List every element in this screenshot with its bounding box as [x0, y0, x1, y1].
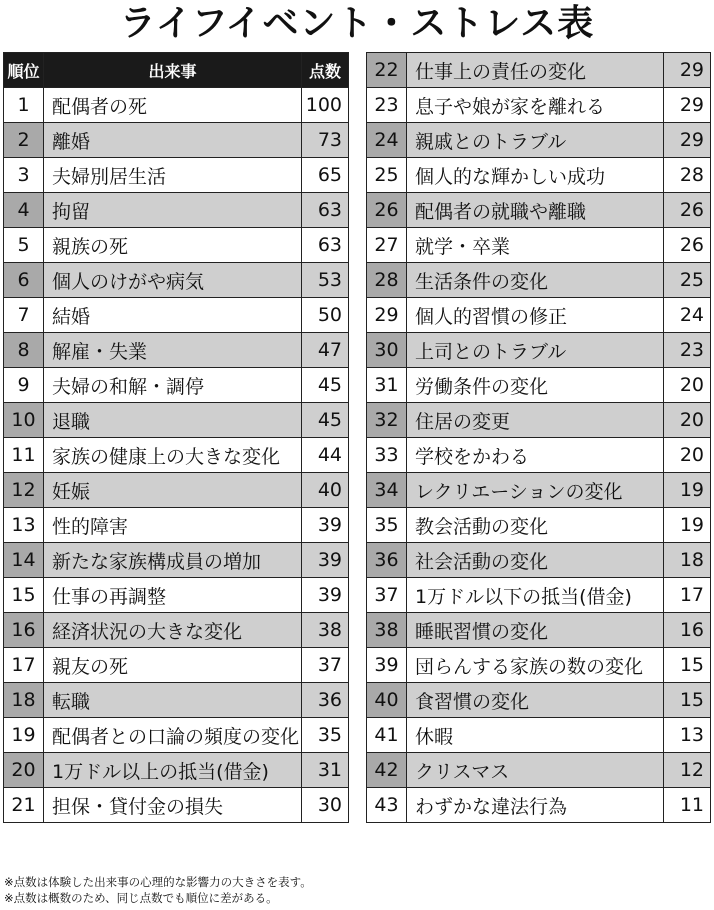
rank-cell: 37 — [367, 578, 407, 613]
table-row — [367, 403, 711, 438]
rank-cell: 41 — [367, 718, 407, 753]
table-row — [4, 263, 349, 298]
event-cell: 仕事上の責任の変化 — [407, 53, 664, 88]
table-row — [367, 543, 711, 578]
rank-cell: 18 — [4, 683, 44, 718]
score-cell: 65 — [302, 158, 349, 193]
rank-cell: 42 — [367, 753, 407, 788]
table-row — [367, 683, 711, 718]
event-cell: 社会活動の変化 — [407, 543, 664, 578]
event-cell: 団らんする家族の数の変化 — [407, 648, 664, 683]
score-cell: 24 — [664, 298, 711, 333]
score-cell: 63 — [302, 193, 349, 228]
rank-cell: 25 — [367, 158, 407, 193]
score-cell: 18 — [664, 543, 711, 578]
event-cell: 親友の死 — [44, 648, 302, 683]
score-cell: 47 — [302, 333, 349, 368]
table-row — [4, 613, 349, 648]
stress-table-right — [366, 52, 711, 823]
rank-cell: 23 — [367, 88, 407, 123]
table-row — [367, 753, 711, 788]
event-cell: 解雇・失業 — [44, 333, 302, 368]
score-cell: 19 — [664, 473, 711, 508]
score-cell: 45 — [302, 368, 349, 403]
rank-cell: 30 — [367, 333, 407, 368]
table-row — [367, 508, 711, 543]
rank-cell: 28 — [367, 263, 407, 298]
score-cell: 15 — [664, 648, 711, 683]
event-cell: 労働条件の変化 — [407, 368, 664, 403]
score-cell: 29 — [664, 53, 711, 88]
event-cell: 学校をかわる — [407, 438, 664, 473]
score-cell: 38 — [302, 613, 349, 648]
event-cell: 配偶者の死 — [44, 88, 302, 123]
score-cell: 28 — [664, 158, 711, 193]
event-cell: 拘留 — [44, 193, 302, 228]
rank-cell: 5 — [4, 228, 44, 263]
event-cell: 休暇 — [407, 718, 664, 753]
event-cell: 家族の健康上の大きな変化 — [44, 438, 302, 473]
score-cell: 37 — [302, 648, 349, 683]
score-cell: 11 — [664, 788, 711, 823]
score-cell: 30 — [302, 788, 349, 823]
table-row — [4, 683, 349, 718]
event-cell: 個人的習慣の修正 — [407, 298, 664, 333]
rank-cell: 21 — [4, 788, 44, 823]
event-cell: 性的障害 — [44, 508, 302, 543]
rank-cell: 8 — [4, 333, 44, 368]
score-cell: 29 — [664, 123, 711, 158]
table-row — [4, 333, 349, 368]
event-cell: 教会活動の変化 — [407, 508, 664, 543]
rank-cell: 9 — [4, 368, 44, 403]
rank-cell: 36 — [367, 543, 407, 578]
event-cell: 離婚 — [44, 123, 302, 158]
rank-cell: 3 — [4, 158, 44, 193]
footnote: ※点数は体験した出来事の心理的な影響力の大きさを表す。 — [4, 875, 312, 889]
event-cell: 住居の変更 — [407, 403, 664, 438]
table-row — [4, 508, 349, 543]
event-cell: 睡眠習慣の変化 — [407, 613, 664, 648]
table-row — [4, 788, 349, 823]
score-cell: 45 — [302, 403, 349, 438]
score-cell: 100 — [302, 88, 349, 123]
score-cell: 19 — [664, 508, 711, 543]
event-cell: 経済状況の大きな変化 — [44, 613, 302, 648]
table-row — [367, 578, 711, 613]
rank-cell: 22 — [367, 53, 407, 88]
page-title: ライフイベント・ストレス表 — [119, 3, 595, 44]
event-cell: 夫婦別居生活 — [44, 158, 302, 193]
rank-cell: 2 — [4, 123, 44, 158]
table-row — [4, 228, 349, 263]
event-cell: 夫婦の和解・調停 — [44, 368, 302, 403]
rank-cell: 12 — [4, 473, 44, 508]
score-cell: 26 — [664, 228, 711, 263]
table-row — [4, 438, 349, 473]
score-cell: 23 — [664, 333, 711, 368]
rank-cell: 7 — [4, 298, 44, 333]
event-cell: 1万ドル以上の抵当(借金) — [44, 753, 302, 788]
rank-cell: 24 — [367, 123, 407, 158]
rank-cell: 20 — [4, 753, 44, 788]
header-event: 出来事 — [44, 53, 302, 88]
table-row — [4, 718, 349, 753]
score-cell: 50 — [302, 298, 349, 333]
score-cell: 35 — [302, 718, 349, 753]
rank-cell: 4 — [4, 193, 44, 228]
rank-cell: 26 — [367, 193, 407, 228]
rank-cell: 10 — [4, 403, 44, 438]
rank-cell: 27 — [367, 228, 407, 263]
event-cell: 仕事の再調整 — [44, 578, 302, 613]
table-row — [367, 788, 711, 823]
rank-cell: 6 — [4, 263, 44, 298]
table-row — [4, 298, 349, 333]
event-cell: わずかな違法行為 — [407, 788, 664, 823]
footnotes — [4, 874, 312, 906]
score-cell: 63 — [302, 228, 349, 263]
score-cell: 39 — [302, 508, 349, 543]
footnote: ※点数は概数のため、同じ点数でも順位に差がある。 — [4, 891, 278, 905]
table-row — [367, 438, 711, 473]
event-cell: 個人のけがや病気 — [44, 263, 302, 298]
table-row — [367, 333, 711, 368]
header-score: 点数 — [302, 53, 349, 88]
table-row — [4, 403, 349, 438]
event-cell: レクリエーションの変化 — [407, 473, 664, 508]
rank-cell: 38 — [367, 613, 407, 648]
table-row — [4, 648, 349, 683]
rank-cell: 16 — [4, 613, 44, 648]
rank-cell: 29 — [367, 298, 407, 333]
rank-cell: 31 — [367, 368, 407, 403]
event-cell: 新たな家族構成員の増加 — [44, 543, 302, 578]
rank-cell: 40 — [367, 683, 407, 718]
event-cell: 個人的な輝かしい成功 — [407, 158, 664, 193]
rank-cell: 32 — [367, 403, 407, 438]
table-row — [367, 473, 711, 508]
event-cell: 配偶者の就職や離職 — [407, 193, 664, 228]
table-row — [367, 718, 711, 753]
score-cell: 15 — [664, 683, 711, 718]
rank-cell: 14 — [4, 543, 44, 578]
table-row — [367, 648, 711, 683]
rank-cell: 15 — [4, 578, 44, 613]
event-cell: 結婚 — [44, 298, 302, 333]
event-cell: 生活条件の変化 — [407, 263, 664, 298]
event-cell: 配偶者との口論の頻度の変化 — [44, 718, 302, 753]
table-row — [367, 228, 711, 263]
table-row — [4, 753, 349, 788]
score-cell: 44 — [302, 438, 349, 473]
rank-cell: 34 — [367, 473, 407, 508]
score-cell: 13 — [664, 718, 711, 753]
score-cell: 36 — [302, 683, 349, 718]
table-row — [367, 263, 711, 298]
table-row — [4, 88, 349, 123]
event-cell: 親族の死 — [44, 228, 302, 263]
rank-cell: 11 — [4, 438, 44, 473]
header-rank: 順位 — [4, 53, 44, 88]
score-cell: 20 — [664, 403, 711, 438]
stress-table-left — [3, 52, 349, 823]
rank-cell: 17 — [4, 648, 44, 683]
rank-cell: 39 — [367, 648, 407, 683]
event-cell: 転職 — [44, 683, 302, 718]
table-row — [4, 368, 349, 403]
table-row — [367, 123, 711, 158]
table-row — [4, 473, 349, 508]
table-row — [4, 578, 349, 613]
rank-cell: 13 — [4, 508, 44, 543]
event-cell: 妊娠 — [44, 473, 302, 508]
table-row — [367, 158, 711, 193]
event-cell: 親戚とのトラブル — [407, 123, 664, 158]
table-row — [367, 298, 711, 333]
table-row — [367, 88, 711, 123]
score-cell: 20 — [664, 438, 711, 473]
rank-cell: 43 — [367, 788, 407, 823]
event-cell: 息子や娘が家を離れる — [407, 88, 664, 123]
event-cell: 就学・卒業 — [407, 228, 664, 263]
score-cell: 26 — [664, 193, 711, 228]
event-cell: 1万ドル以下の抵当(借金) — [407, 578, 664, 613]
score-cell: 40 — [302, 473, 349, 508]
header-row — [4, 53, 349, 88]
table-row — [367, 613, 711, 648]
score-cell: 73 — [302, 123, 349, 158]
score-cell: 39 — [302, 543, 349, 578]
event-cell: 上司とのトラブル — [407, 333, 664, 368]
score-cell: 20 — [664, 368, 711, 403]
event-cell: 食習慣の変化 — [407, 683, 664, 718]
score-cell: 16 — [664, 613, 711, 648]
score-cell: 12 — [664, 753, 711, 788]
rank-cell: 35 — [367, 508, 407, 543]
score-cell: 17 — [664, 578, 711, 613]
event-cell: 担保・貸付金の損失 — [44, 788, 302, 823]
table-row — [367, 193, 711, 228]
table-row — [367, 53, 711, 88]
rank-cell: 1 — [4, 88, 44, 123]
score-cell: 31 — [302, 753, 349, 788]
table-row — [4, 543, 349, 578]
event-cell: 退職 — [44, 403, 302, 438]
event-cell: クリスマス — [407, 753, 664, 788]
score-cell: 29 — [664, 88, 711, 123]
table-row — [4, 123, 349, 158]
table-row — [4, 193, 349, 228]
table-row — [4, 158, 349, 193]
rank-cell: 19 — [4, 718, 44, 753]
rank-cell: 33 — [367, 438, 407, 473]
table-row — [367, 368, 711, 403]
score-cell: 53 — [302, 263, 349, 298]
score-cell: 25 — [664, 263, 711, 298]
score-cell: 39 — [302, 578, 349, 613]
